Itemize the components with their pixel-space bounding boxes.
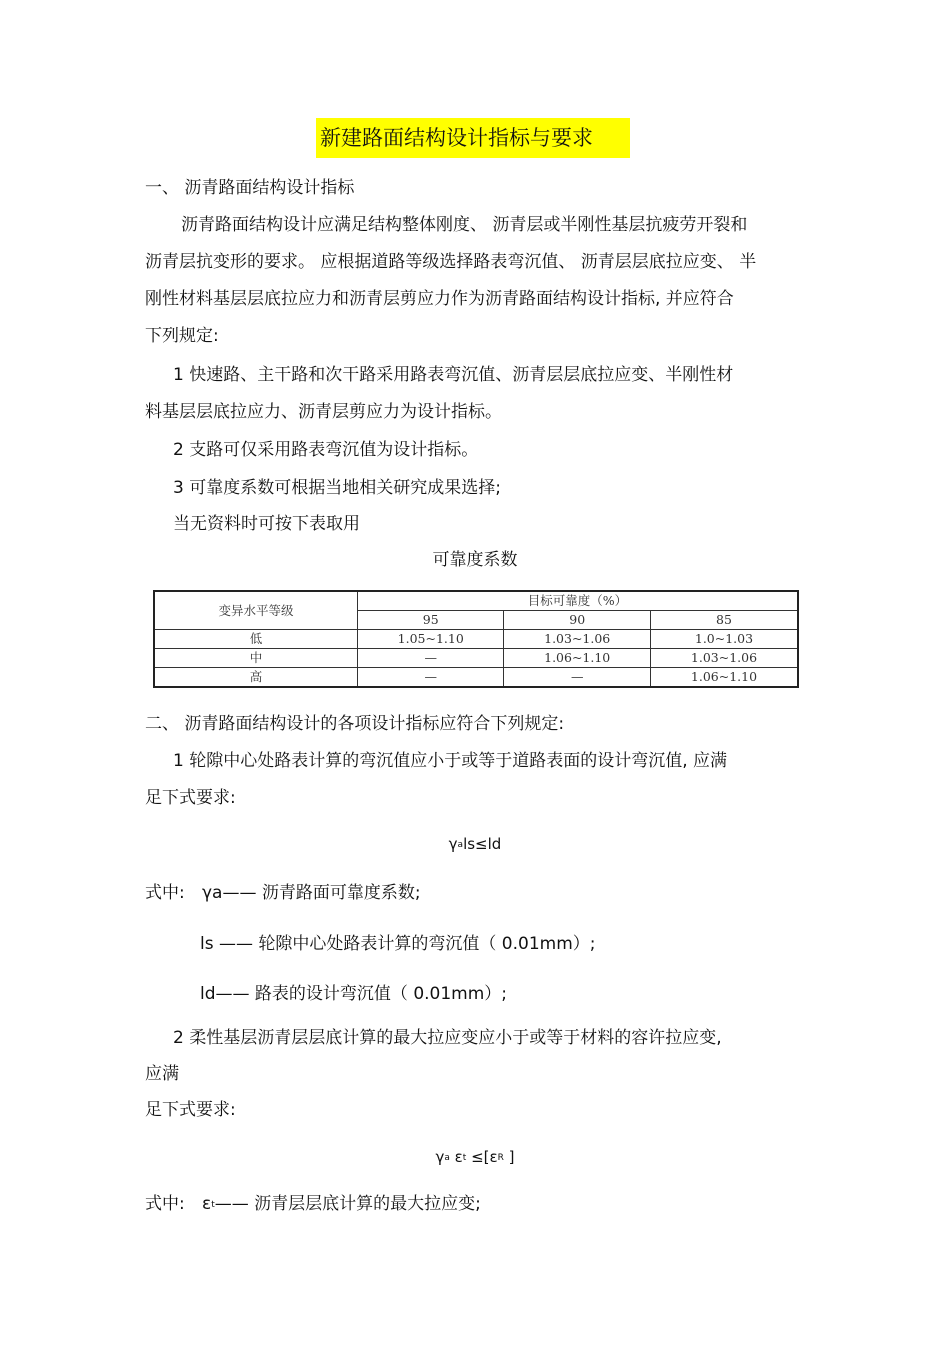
header-95: 95	[358, 611, 504, 630]
row-level: 高	[154, 668, 358, 688]
table-caption: 可靠度系数	[432, 550, 518, 570]
def-ls: ls —— 轮隙中心处路表计算的弯沉值（ 0.01mm）;	[200, 934, 596, 954]
table-row	[154, 649, 798, 668]
table-cell: —	[358, 649, 504, 668]
section2-item1-line2: 足下式要求:	[145, 788, 236, 808]
table-cell: —	[358, 668, 504, 688]
section1-item3b: 当无资料时可按下表取用	[173, 514, 360, 534]
def-gamma: γa—— 沥青路面可靠度系数;	[202, 883, 421, 903]
row-level: 低	[154, 630, 358, 649]
table-cell: 1.03~1.06	[504, 630, 650, 649]
formula-strain: $\gamma_a$ $\varepsilon_t \le[\varepsilon_R$ ]	[435, 1148, 515, 1166]
section1-para-line4: 下列规定:	[145, 326, 219, 346]
section1-item1-line2: 料基层层底拉应力、沥青层剪应力为设计指标。	[145, 402, 502, 422]
table-cell: 1.06~1.10	[504, 649, 650, 668]
section1-item2: 2 支路可仅采用路表弯沉值为设计指标。	[173, 440, 479, 460]
table-row	[154, 630, 798, 649]
header-85: 85	[650, 611, 798, 630]
header-level: 变异水平等级	[154, 591, 358, 630]
page-title: 新建路面结构设计指标与要求	[316, 118, 630, 158]
section1-item3: 3 可靠度系数可根据当地相关研究成果选择;	[173, 478, 501, 498]
table-row	[154, 668, 798, 688]
table-cell: 1.03~1.06	[650, 649, 798, 668]
where-label-1: 式中:	[145, 883, 185, 903]
section1-para-line1: 沥青路面结构设计应满足结构整体刚度、 沥青层或半刚性基层抗疲劳开裂和	[181, 215, 748, 235]
section2-heading: 二、 沥青路面结构设计的各项设计指标应符合下列规定:	[145, 714, 565, 734]
table-cell: 1.06~1.10	[650, 668, 798, 688]
reliability-table	[153, 590, 799, 688]
section1-para-line2: 沥青层抗变形的要求。 应根据道路等级选择路表弯沉值、 沥青层层底拉应变、 半	[145, 252, 757, 272]
section2-item2-line2: 应满	[145, 1064, 179, 1084]
section2-item1-line1: 1 轮隙中心处路表计算的弯沉值应小于或等于道路表面的设计弯沉值, 应满	[173, 751, 728, 771]
def-ld: ld—— 路表的设计弯沉值（ 0.01mm）;	[200, 984, 508, 1004]
where-label-2: 式中:	[145, 1194, 185, 1214]
table-header-row	[154, 591, 798, 611]
section1-para-line3: 刚性材料基层层底拉应力和沥青层剪应力作为沥青路面结构设计指标, 并应符合	[145, 289, 734, 309]
section1-heading: 一、 沥青路面结构设计指标	[145, 178, 355, 198]
header-90: 90	[504, 611, 650, 630]
formula-deflection: $\gamma_als\le ld$	[448, 835, 502, 853]
header-target: 目标可靠度（%）	[358, 591, 799, 611]
row-level: 中	[154, 649, 358, 668]
section2-item2-line3: 足下式要求:	[145, 1100, 236, 1120]
table-cell: 1.0~1.03	[650, 630, 798, 649]
table-cell: 1.05~1.10	[358, 630, 504, 649]
table-cell: —	[504, 668, 650, 688]
section2-item2-line1: 2 柔性基层沥青层层底计算的最大拉应变应小于或等于材料的容许拉应变,	[173, 1028, 722, 1048]
section1-item1-line1: 1 快速路、主干路和次干路采用路表弯沉值、沥青层层底拉应变、半刚性材	[173, 365, 734, 385]
def-epsilon: $\varepsilon_t——$ 沥青层层底计算的最大拉应变;	[202, 1194, 481, 1214]
